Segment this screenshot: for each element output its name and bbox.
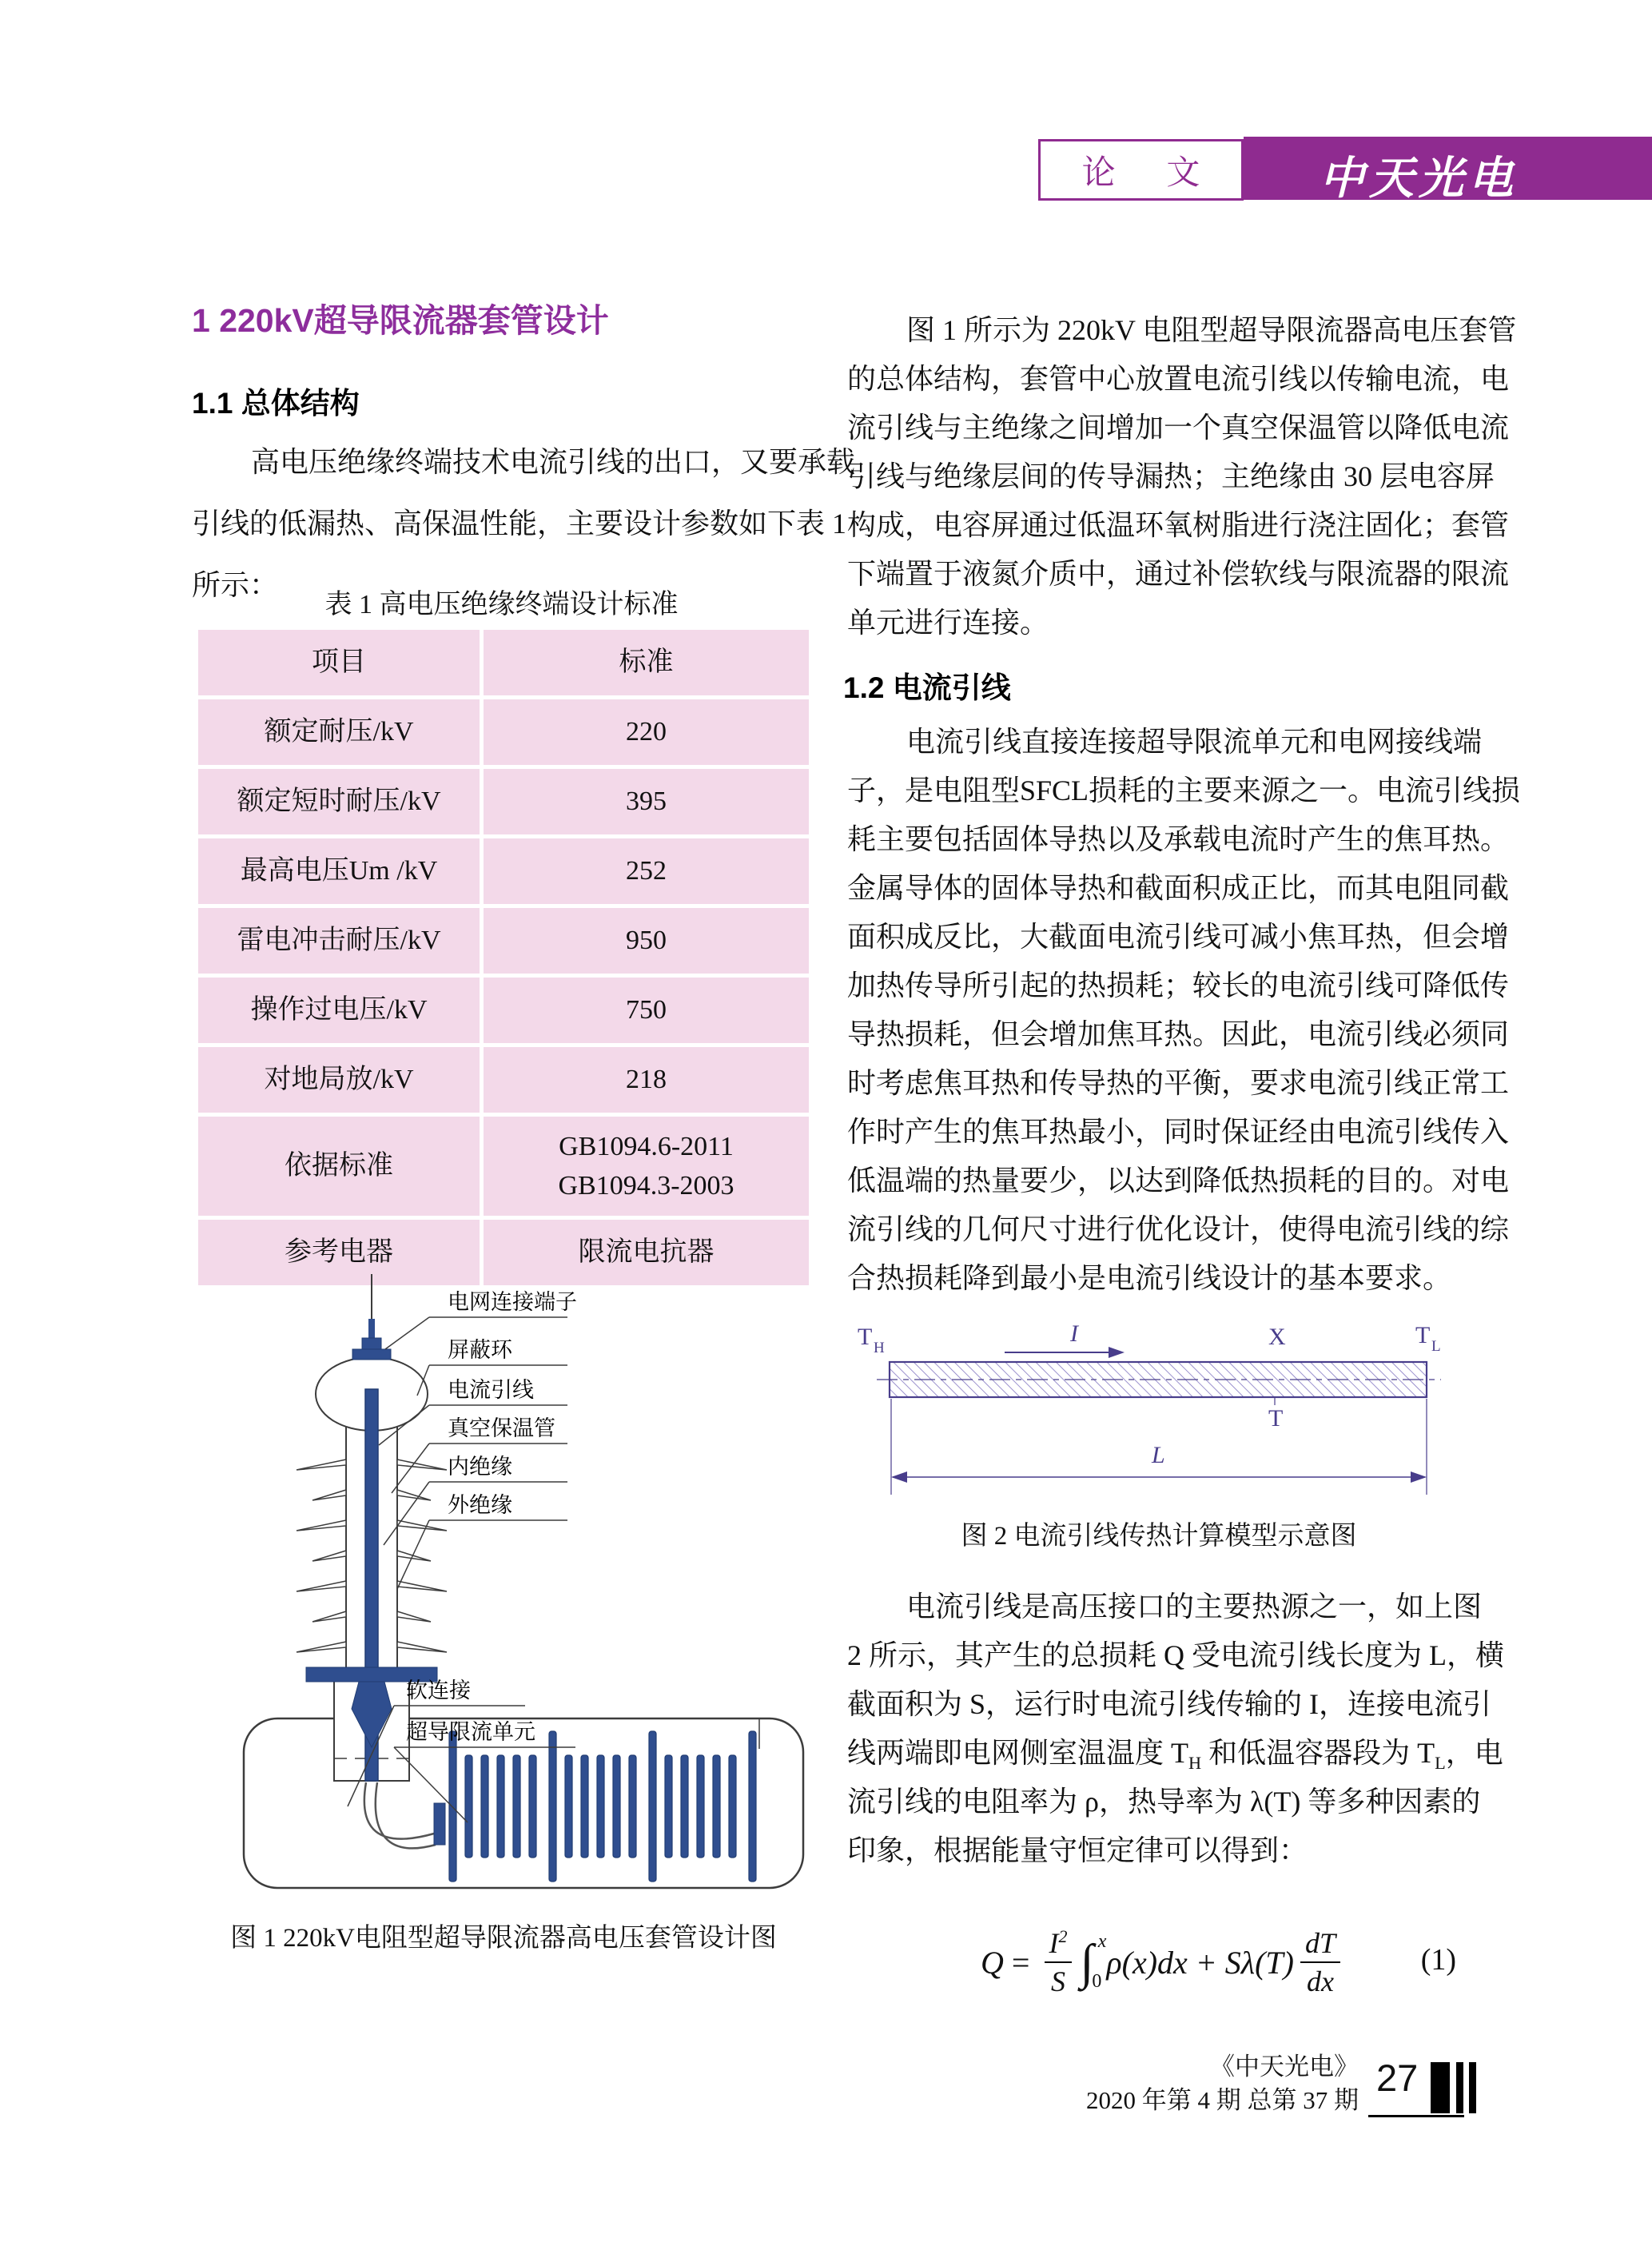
page-number: 27 — [1376, 2057, 1419, 2099]
text-line: 流引线与主绝缘之间增加一个真空保温管以降低电流 — [847, 412, 1510, 444]
text-line: 的总体结构，套管中心放置电流引线以传输电流，电 — [847, 363, 1510, 395]
table-cell-value-line: 395 — [626, 786, 667, 817]
coil-terminal — [434, 1803, 445, 1845]
text-line: 时考虑焦耳热和传导热的平衡，要求电流引线正常工 — [847, 1067, 1510, 1099]
text-line: 流引线的几何尺寸进行优化设计，使得电流引线的综 — [847, 1213, 1510, 1245]
eq-equals: = — [1011, 1944, 1030, 1981]
table-row — [198, 1117, 809, 1216]
section-1-1-title: 1.1 总体结构 — [192, 387, 360, 420]
text-line: 所示： — [192, 569, 279, 601]
table-cell-item: 雷电冲击耐压/kV — [198, 908, 480, 974]
text-line: 导热损耗，但会增加焦耳热。因此，电流引线必须同 — [847, 1018, 1510, 1050]
label-t: T — [1268, 1405, 1284, 1432]
table-cell-value-line: GB1094.6-2011 — [559, 1131, 734, 1161]
table-1 — [198, 630, 809, 1289]
figure-1-bushing-diagram — [200, 1269, 807, 1921]
text-line: 作时产生的焦耳热最小，同时保证经由电流引线传入 — [847, 1116, 1510, 1148]
table-cell-value-line: GB1094.3-2003 — [558, 1171, 734, 1201]
equation-1-row — [847, 1910, 1480, 2014]
table-col-header-standard: 标准 — [484, 630, 809, 695]
table-cell-value — [484, 1047, 809, 1113]
table-row — [198, 769, 809, 834]
text-line: 高电压绝缘终端技术电流引线的出口，又要承载 — [251, 446, 856, 478]
right-paragraph-3 — [847, 1583, 1504, 1875]
label-scfl-unit: 超导限流单元 — [406, 1720, 535, 1744]
table-1-title: 表 1 高电压绝缘终端设计标准 — [324, 590, 679, 619]
text-line: 构成，电容屏通过低温环氧树脂进行浇注固化；套管 — [847, 509, 1510, 541]
text-line: 单元进行连接。 — [847, 607, 1049, 639]
table-cell-value-line: 750 — [626, 995, 667, 1025]
text-line: 耗主要包括固体导热以及承载电流时产生的焦耳热。 — [847, 823, 1510, 855]
right-paragraph-1 — [847, 306, 1517, 647]
journal-brand-bar — [1244, 137, 1652, 205]
label-vacuum-tube: 真空保温管 — [448, 1416, 555, 1440]
label-soft-connection: 软连接 — [406, 1679, 471, 1702]
eq-f1-den: S — [1045, 1961, 1072, 1998]
label-shield-ring: 屏蔽环 — [448, 1338, 512, 1362]
journal-logo: 中天光电 — [1320, 152, 1518, 205]
table-body — [198, 699, 809, 1285]
text-line: 合热损耗降到最小是电流引线设计的基本要求。 — [847, 1262, 1452, 1294]
text-line: 印象，根据能量守恒定律可以得到： — [847, 1834, 1308, 1866]
eq-middle: ρ(x)dx + Sλ(T) — [1106, 1944, 1294, 1981]
label-th: T — [858, 1324, 873, 1350]
table-cell-item: 对地局放/kV — [198, 1047, 480, 1113]
grid-terminal-cap-small — [362, 1338, 381, 1349]
table-cell-value-line: 限流电抗器 — [578, 1237, 715, 1268]
table-cell-item: 额定耐压/kV — [198, 699, 480, 765]
label-th-sub: H — [874, 1340, 885, 1356]
label-current-i: I — [1070, 1320, 1078, 1347]
table-cell-value — [484, 769, 809, 834]
table-cell-value — [484, 1117, 809, 1216]
eq-f2-den: dx — [1300, 1961, 1340, 1998]
label-tl: T — [1415, 1322, 1431, 1348]
text-line: 电流引线直接连接超导限流单元和电网接线端 — [906, 726, 1483, 758]
label-x: X — [1268, 1324, 1286, 1350]
text-line: 子，是电阻型SFCL损耗的主要来源之一。电流引线损 — [847, 775, 1521, 806]
table-cell-value — [484, 908, 809, 974]
text-line: 电流引线是高压接口的主要热源之一，如上图 — [906, 1591, 1483, 1623]
right-paragraph-2 — [847, 718, 1521, 1303]
label-current-lead: 电流引线 — [448, 1378, 534, 1402]
text-line: 加热传导所引起的热损耗；较长的电流引线可降低传 — [847, 970, 1510, 1002]
label-length-l: L — [1152, 1442, 1165, 1468]
text-line: 面积成反比，大截面电流引线可减小焦耳热，但会增 — [847, 921, 1510, 953]
section-1-title: 1 220kV超导限流器套管设计 — [192, 302, 609, 339]
section-1-2-title: 1.2 电流引线 — [843, 671, 1011, 704]
table-row — [198, 699, 809, 765]
table-header-row — [198, 630, 809, 695]
table-cell-value — [484, 699, 809, 765]
text-line: 图 1 所示为 220kV 电阻型超导限流器高电压套管 — [906, 314, 1517, 346]
eq-fraction-1 — [1042, 1926, 1073, 1998]
eq-f1-num: $I^2$ — [1049, 1926, 1068, 1959]
text-line: 线两端即电网侧室温温度 $T_H$ 和低温容器段为 $T_L$，电 — [847, 1737, 1503, 1774]
label-grid-terminal: 电网连接端子 — [448, 1290, 577, 1314]
label-inner-insulation: 内绝缘 — [448, 1455, 512, 1479]
label-outer-insulation: 外绝缘 — [448, 1493, 512, 1517]
eq-lhs: Q — [980, 1944, 1004, 1981]
table-cell-item: 操作过电压/kV — [198, 978, 480, 1043]
table-cell-value-line: 218 — [626, 1065, 667, 1095]
paper-type-badge-label: 论 文 — [1081, 153, 1221, 191]
grid-terminal-cap — [352, 1349, 391, 1360]
page-number-underline — [1368, 2115, 1464, 2117]
text-line: 低温端的热量要少，以达到降低热损耗的目的。对电 — [847, 1165, 1510, 1197]
table-row — [198, 838, 809, 904]
text-line: 下端置于液氮介质中，通过补偿软线与限流器的限流 — [847, 558, 1510, 590]
dim-arrow-left — [891, 1471, 907, 1483]
table-row — [198, 1047, 809, 1113]
figure-2-caption: 图 2 电流引线传热计算模型示意图 — [961, 1522, 1357, 1551]
page-marker-bar-1 — [1431, 2062, 1450, 2113]
table-cell-value-line: 220 — [626, 717, 667, 747]
table-cell-item: 参考电器 — [198, 1220, 480, 1285]
table-cell-item: 依据标准 — [198, 1117, 480, 1216]
label-tl-sub: L — [1431, 1338, 1441, 1355]
footer-journal-name: 《中天光电》 — [1210, 2053, 1359, 2081]
footer-issue-info: 2020 年第 4 期 总第 37 期 — [1086, 2086, 1359, 2114]
figure-1-caption: 图 1 220kV电阻型超导限流器高电压套管设计图 — [230, 1924, 777, 1953]
table-row — [198, 978, 809, 1043]
table-row — [198, 908, 809, 974]
paper-type-badge — [1038, 139, 1244, 201]
text-line: 金属导体的固体导热和截面积成正比，而其电阻同截 — [847, 872, 1510, 904]
equation-1: Q = $\frac{I^2}{S}$ ∫ x 0 ρ(x)dx + Sλ(T) $\frac{dT}{dx}$ — [847, 1910, 1480, 2014]
table-cell-item: 额定短时耐压/kV — [198, 769, 480, 834]
page-marker-bar-3 — [1469, 2062, 1476, 2113]
table-cell-value-line: 950 — [626, 926, 667, 956]
equation-number: (1) — [1420, 1943, 1456, 1977]
table-cell-value — [484, 978, 809, 1043]
text-line: 2 所示，其产生的总损耗 Q 受电流引线长度为 L，横 — [847, 1639, 1504, 1671]
text-line: 流引线的电阻率为 ρ，热导率为 λ(T) 等多种因素的 — [847, 1786, 1481, 1818]
top-pin — [368, 1319, 375, 1340]
figure-2-heat-model-diagram — [843, 1312, 1483, 1512]
table-cell-value-line: 252 — [626, 856, 667, 886]
text-line: 截面积为 S，运行时电流引线传输的 I，连接电流引 — [847, 1688, 1492, 1720]
table-cell-item: 最高电压Um /kV — [198, 838, 480, 904]
table-col-header-item: 项目 — [198, 630, 480, 695]
eq-fraction-2 — [1299, 1926, 1342, 1998]
dim-arrow-right — [1411, 1471, 1427, 1483]
text-line: 引线的低漏热、高保温性能，主要设计参数如下表 1 — [192, 508, 847, 540]
table-cell-value — [484, 838, 809, 904]
text-line: 引线与绝缘层间的传导漏热；主绝缘由 30 层电容屏 — [847, 460, 1495, 492]
page-marker-bar-2 — [1456, 2062, 1463, 2113]
eq-f2-num: dT — [1304, 1927, 1336, 1959]
current-arrowhead — [1109, 1347, 1125, 1358]
